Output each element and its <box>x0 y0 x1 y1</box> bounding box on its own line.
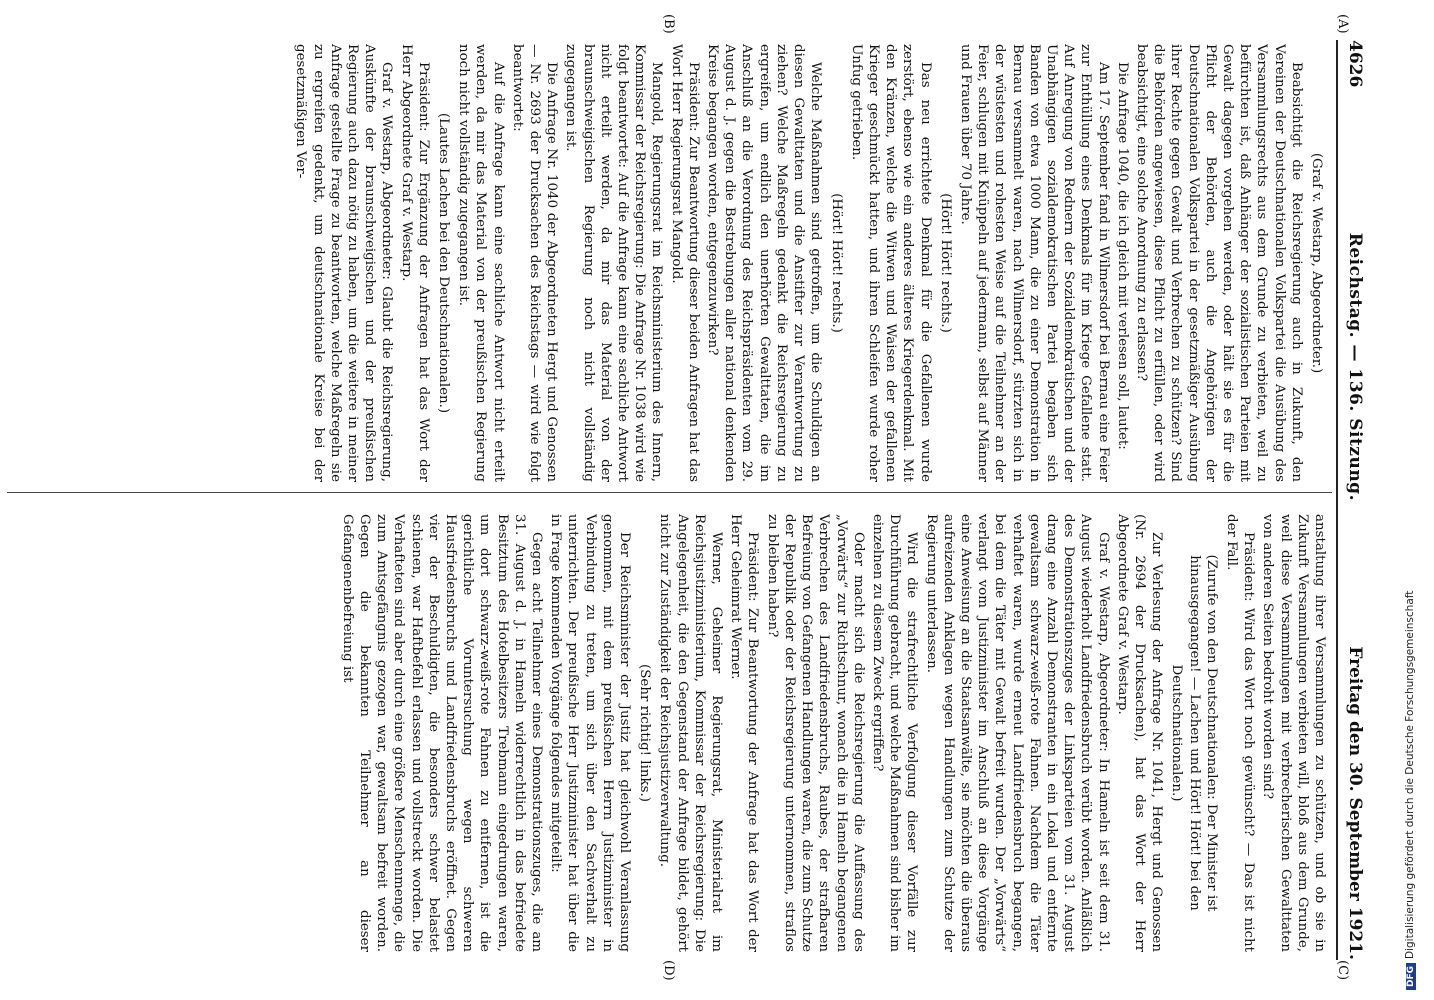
footer <box>1396 0 1434 1000</box>
paragraph: Graf v. Westarp, Abgeordneter: In Hameln ist seit dem 31. August wiederholt Landfriedensbruch verübt worden. Anläßlich des Demonstrationszuges der Linksparteien vom 31. August drang eine Anzahl Demonstranten in ein Lokal und entfernte gewaltsam schwarz-weiß-rote Fahnen. Nachdem die Täter verhaftet waren, wurde erneut Landfriedensbruch begangen, bei dem die Täter mit Gewalt befreit wurden. Der „Vorwärts“ verlangt vom Justizminister im Anschluß an diese Vorgänge eine Anweisung an die Staatsanwälte, sie möchten die überaus aufreizenden Anklagen wegen Handlungen zum Schutze der Regierung unterlassen. <box>923 514 1111 952</box>
column-divider <box>7 492 1332 493</box>
left-column <box>8 44 1328 482</box>
paragraph: Die Anfrage Nr. 1040 der Abgeordneten Hergt und Genossen — Nr. 2693 der Drucksachen des Reichstags — wird wie folgt beantwortet: <box>509 44 560 482</box>
paragraph: (Hört! Hört! rechts.) <box>828 193 844 333</box>
marker-d: (D) <box>661 960 676 981</box>
right-column <box>8 514 1328 952</box>
session-date: Freitag den 30. September 1921. <box>1345 646 1365 960</box>
paragraph: Welche Maßnahmen sind getroffen, um die Schuldigen an diesen Gewalttaten und die Anstifter zur Verantwortung zu ziehen? Welche Maßregeln gedenkt die Reichsregierung zu ergreifen, um endlich den unerhörten Gewalttaten, die im Anschluß an die Verordnung des Reichspräsidenten vom 29. August d. J. gegen die Bestrebungen aller national denkenden Kreise begangen worden, entgegenzuwirken? <box>705 44 824 482</box>
paragraph: (Lautes Lachen bei den Deutschnationalen.) <box>436 112 452 414</box>
paragraph: Gegen acht Teilnehmer eines Demonstrationszuges, die am 31. August d. J. in Hameln widerrechtlich in das befriedete Besitztum des Hotelbesitzers Trebmann eingedrungen waren, um dort schwarz-weiß-rote Fahnen zu entfernen, ist die gerichtliche Voruntersuchung wegen schweren Hausfriedensbruchs und Landfriedensbruchs eröffnet. Gegen vier der Beschuldigten, die besonders schwer belastet schienen, war Haftbefehl erlassen und vollstreckt worden. Die Verhafteten sind aber durch eine größere Menschenmenge, die zum Amtsgefängnis gezogen war, gewaltsam befreit worden. Gegen die bekannten Teilnehmer an dieser Gefangenenbefreiung ist <box>339 514 545 952</box>
dfg-logo-icon: DFG <box>1406 963 1416 990</box>
paragraph: anstaltung ihrer Versammlungen zu schützen, und ob sie in Zukunft Versammlungen verbieten will, bloß aus dem Grunde, weil diese Versammlungen mit verbrecherischen Gewalttaten von anderen Seiten bedroht worden sind? <box>1260 514 1327 952</box>
marker-a: (A) <box>1335 14 1350 34</box>
paragraph: Auf die Anfrage kann eine sachliche Antwort nicht erteilt werden, da mir das Material von der preußischen Regierung noch nicht vollständig zugegangen ist. <box>456 44 506 482</box>
paragraph: Beabsichtigt die Reichsregierung auch in Zukunft, den Vereinen der Deutschnationalen Volkspartei die Ausübung des Versammlungsrechts aus dem Grunde zu verbieten, weil zu befürchten ist, daß Anhänger der sozialistischen Parteien mit Gewalt dagegen vorgehen werden, oder hält sie es für die Pflicht der Behörden, auch die Angehörigen der Deutschnationalen Volkspartei in der gesetzmäßiger Ausübung ihrer Rechte gegen Gewalt und Verbrechen zu schützen? Sind die Behörden angewiesen, diese Pflicht zu erfüllen, oder wird beabsichtigt, eine solche Anordnung zu erlassen? <box>1133 44 1304 482</box>
paragraph: Der Reichsminister der Justiz hat gleichwohl Veranlassung genommen, mit dem preußischen Herrn Justizminister in Verbindung zu treten, um sich über den Sachverhalt zu unterrichten. Der preußische Herr Justizminister hat über die in Frage kommenden Vorgänge folgendes mitgeteilt: <box>548 514 633 952</box>
session-title: Reichstag. — 136. Sitzung. <box>1345 232 1365 501</box>
paragraph: Zur Verlesung der Anfrage Nr. 1041, Hergt und Genossen (Nr. 2694 der Drucksachen), hat das Wort der Herr Abgeordnete Graf v. Westarp. <box>1114 514 1165 952</box>
paragraph: Am 17. September fand in Wilmersdorf bei Bernau eine Feier zur Enthüllung eines Denkmals für im Kriege Gefallene statt. Auf Anregung von Rednern der Sozialdemokratischen und der Unabhängigen sozialdemokratischen Partei begaben sich Banden von etwa 1000 Mann, die zu einer Demonstration in Bernau versammelt waren, nach Wilmersdorf, stürzten sich in der wüstesten und rohesten Weise auf die Teilnehmer an der Feier, schlugen mit Knüppeln auf jedermann, selbst auf Männer und Frauen über 70 Jahre. <box>957 44 1111 482</box>
paragraph: (Sehr richtig! links.) <box>637 664 653 802</box>
marker-c: (C) <box>1335 960 1350 981</box>
page-number: 4626 <box>1345 40 1365 88</box>
marker-b: (B) <box>661 14 676 34</box>
paragraph: Präsident: Zur Beantwortung der Anfrage hat das Wort der Herr Geheimrat Werner. <box>728 514 761 952</box>
footer-credit <box>1404 591 1416 990</box>
paragraph: (Graf v. Westarp, Abgeordneter.) <box>1309 152 1324 374</box>
paragraph: Oder macht sich die Reichsregierung die Auffassung des „Vorwärts“ zur Richtschnur, wonach die in Hameln begangenen Verbrechen des Landfriedensbruchs, Raubes, der strafbaren Befreiung von Gefangenen Handlungen waren, die zum Schutze der Republik oder der Reichsregierung unternommen, straflos zu bleiben haben? <box>764 514 866 952</box>
page-header <box>1336 40 1372 960</box>
paragraph: Präsident: Wird das Wort noch gewünscht? — Das ist nicht der Fall. <box>1223 514 1257 952</box>
paragraph: Die Anfrage 1040, die ich gleich mit verlesen soll, lautet: <box>1114 62 1130 450</box>
paragraph: (Hört! Hört! rechts.) <box>937 193 953 333</box>
paragraph: (Zurufe von den Deutschnationalen: Der Minister ist hinausgegangen! — Lachen und Hört! Hört! bei den Deutschnationalen.) <box>1169 554 1219 912</box>
paragraph: Werner, Geheimer Regierungsrat, Ministerialrat im Reichsjustizministerium, Kommissar der Reichsregierung: Die Angelegenheit, die den Gegenstand der Anfrage bildet, gehört nicht zur Zuständigkeit der Reichsjustizverwaltung. <box>657 514 725 952</box>
footer-credit-text: Digitalisierung gefördert durch die Deutsche Forschungsgemeinschaft <box>1404 590 1416 959</box>
paragraph: Wird die strafrechtliche Verfolgung dieser Vorfälle zur Durchführung gebracht, und welche Maßnahmen sind bisher im einzelnen zu diesem Zweck ergriffen? <box>869 514 920 952</box>
paragraph: Präsident: Zur Beantwortung dieser beiden Anfragen hat das Wort Herr Regierungsrat Mangold. <box>668 44 701 482</box>
paragraph: Graf v. Westarp, Abgeordneter: Glaubt die Reichsregierung, Auskünfte der braunschweigischen und der preußischen Regierung auch dazu nötig zu haben, um die weitere in meiner Anfrage gestellte Frage zu beantworten, welche Maßregeln sie zu ergreifen gedenkt, um deutschnationale Kreise bei der gesetzmäßigen Ver- <box>293 44 395 482</box>
paragraph: Präsident: Zur Ergänzung der Anfragen hat das Wort der Herr Abgeordnete Graf v. Westarp. <box>398 44 431 482</box>
paragraph: Das neu errichtete Denkmal für die Gefallenen wurde zerstört, ebenso wie ein anderes älteres Kriegerdenkmal. Mit den Kränzen, welche die Witwen und Waisen der gefallenen Krieger geschmückt hatten, und ihren Schleifen wurde roher Unfug getrieben. <box>848 44 933 482</box>
paragraph: Mangold, Regierungsrat im Reichsministerium des Innern, Kommissar der Reichsregierung: Die Anfrage Nr. 1038 wird wie folgt beantwortet: Auf die Anfrage kann eine sachliche Antwort nicht erteilt werden, da mir das Material von der braunschweigischen Regierung noch nicht vollständig zugegangen ist. <box>563 44 665 482</box>
